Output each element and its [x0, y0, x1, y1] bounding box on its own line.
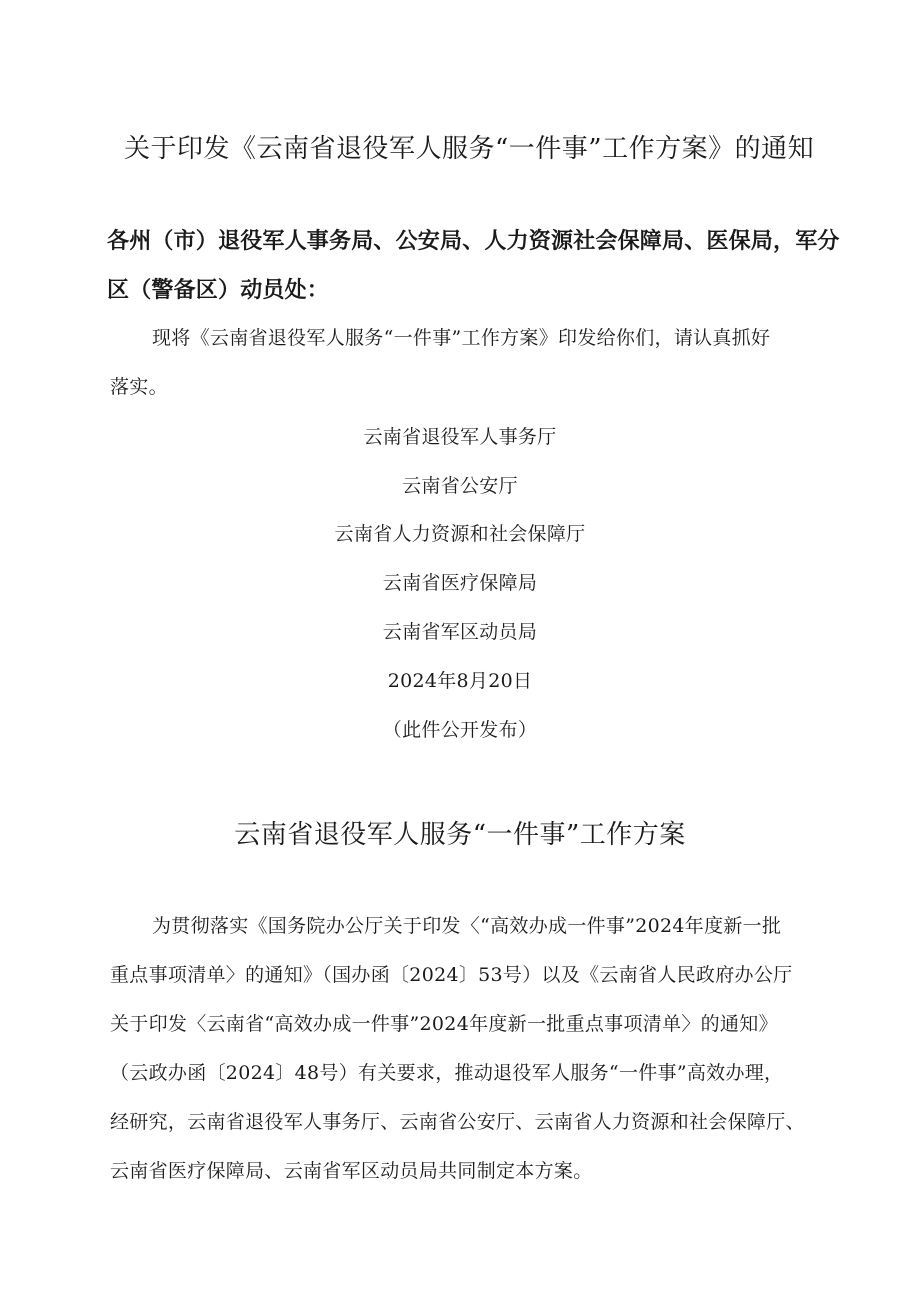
issue-date: 2024年8月20日	[387, 670, 533, 692]
signatory: 云南省人力资源和社会保障厅	[334, 523, 586, 545]
plan-paragraph-line: 为贯彻落实《国务院办公厅关于印发〈“高效办成一件事”2024年度新一批	[152, 915, 782, 937]
notice-body-line: 现将《云南省退役军人服务“一件事”工作方案》印发给你们，请认真抓好	[152, 327, 771, 349]
plan-paragraph-line: 关于印发〈云南省“高效办成一件事”2024年度新一批重点事项清单〉的通知》	[110, 1013, 778, 1035]
signatory: 云南省公安厅	[402, 475, 518, 497]
plan-paragraph-line: 经研究，云南省退役军人事务厅、云南省公安厅、云南省人力资源和社会保障厅、	[110, 1111, 805, 1133]
notice-title: 关于印发《云南省退役军人服务“一件事”工作方案》的通知	[124, 134, 815, 164]
signatory: 云南省退役军人事务厅	[363, 426, 557, 448]
plan-paragraph-line: 云南省医疗保障局、云南省军区动员局共同制定本方案。	[110, 1160, 593, 1182]
signatory: 云南省军区动员局	[382, 621, 538, 643]
notice-body-line: 落实。	[110, 376, 168, 398]
plan-paragraph-line: 重点事项清单〉的通知》（国办函〔2024〕53号）以及《云南省人民政府办公厅	[110, 964, 793, 986]
signatory: 云南省医疗保障局	[382, 572, 538, 594]
plan-paragraph-line: （云政办函〔2024〕48号）有关要求，推动退役军人服务“一件事”高效办理，	[110, 1062, 784, 1084]
publish-note: （此件公开发布）	[382, 719, 538, 741]
plan-title: 云南省退役军人服务“一件事”工作方案	[234, 820, 686, 850]
addressee-line: 各州（市）退役军人事务局、公安局、人力资源社会保障局、医保局，军分	[107, 229, 840, 254]
addressee-line: 区（警备区）动员处：	[107, 278, 330, 303]
